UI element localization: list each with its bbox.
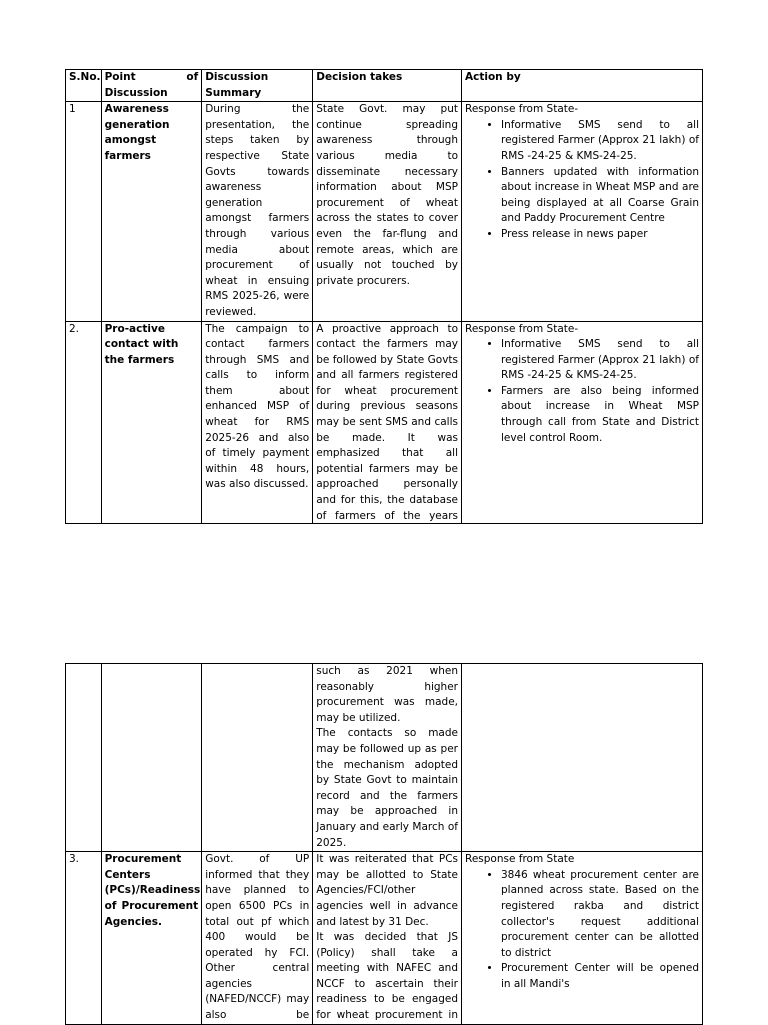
action-intro: Response from State- [465, 103, 579, 116]
action-item: • Farmers are also being informed about increase in Wheat MSP through call from State and District level control Room. [501, 384, 699, 446]
action-item: • Banners updated with information about increase in Wheat MSP and are being displayed at all Coarse Grain and Paddy Procurement Centre [501, 165, 699, 227]
decision-paragraph: The contacts so made may be followed up as per the mechanism adopted by State Govt to maintain record and the farmers may be approached in January and early March of 2025. [316, 727, 458, 849]
action-item: • Procurement Center will be opened in all Mandi's [501, 961, 699, 992]
action-item: • 3846 wheat procurement center are planned across state. Based on the registered rakba and district collector's request additional procurement center can be allotted to district [501, 868, 699, 962]
table-row [66, 321, 703, 523]
header-action: Action by [462, 70, 703, 102]
row-point-empty [101, 664, 202, 852]
decision-paragraph: such as 2021 when reasonably higher procurement was made, may be utilized. [316, 665, 458, 724]
row-sno-empty [66, 664, 102, 852]
header-point: Point of Discussion [101, 70, 202, 102]
action-list [465, 337, 699, 446]
row-action [462, 321, 703, 523]
action-list [465, 118, 699, 243]
decision-paragraph: It was reiterated that PCs may be allotted to State Agencies/FCI/other agencies well in advance and latest by 31 Dec. [316, 853, 458, 928]
table-header-row [66, 70, 703, 102]
row-summary-empty [202, 664, 313, 852]
row-action-empty [462, 664, 703, 852]
row-point: Procurement Centers (PCs)/Readiness of Procurement Agencies. [101, 852, 202, 1025]
row-summary: Govt. of UP informed that they have planned to open 6500 PCs in total out pf which 400 would be operated hy FCI. Other central agencies (NAFED/NCCF) may also be [202, 852, 313, 1025]
row-sno: 2. [66, 321, 102, 523]
row-summary: The campaign to contact farmers through SMS and calls to inform them about enhanced MSP of wheat for RMS 2025-26 and also of timely payment within 48 hours, was also discussed. [202, 321, 313, 523]
action-intro: Response from State [465, 853, 575, 866]
row-sno: 1 [66, 102, 102, 321]
header-summary: Discussion Summary [202, 70, 313, 102]
decision-paragraph: It was decided that JS (Policy) shall take a meeting with NAFEC and NCCF to ascertain their readiness to be engaged for wheat procurement in [316, 931, 458, 1022]
action-item: • Press release in news paper [501, 227, 699, 243]
minutes-table-part-1 [65, 69, 703, 524]
row-action [462, 102, 703, 321]
row-sno: 3. [66, 852, 102, 1025]
header-decision: Decision takes [313, 70, 462, 102]
table-row-continued [66, 664, 703, 852]
row-decision: A proactive approach to contact the farmers may be followed by State Govts and all farmers registered for wheat procurement during previous seasons may be sent SMS and calls be made. It was emphasized that all potential farmers may be approached personally and for this, the database of farmers of the years [316, 322, 458, 522]
row-decision-cell [313, 321, 462, 523]
row-decision-continued [313, 664, 462, 852]
action-intro: Response from State- [465, 322, 579, 335]
row-decision: State Govt. may put continue spreading awareness through various media to disseminate necessary information about MSP procurement of wheat across the states to cover even the far-flung and remote areas, which are usually not touched by private procurers. [313, 102, 462, 321]
row-summary: During the presentation, the steps taken by respective State Govts towards awareness generation amongst farmers through various media about procurement of wheat in ensuing RMS 2025-26, were reviewed. [202, 102, 313, 321]
row-point: Pro-active contact with the farmers [101, 321, 202, 523]
table-row [66, 102, 703, 321]
header-sno: S.No. [66, 70, 102, 102]
row-action [462, 852, 703, 1025]
row-point: Awareness generation amongst farmers [101, 102, 202, 321]
action-item: • Informative SMS send to all registered Farmer (Approx 21 lakh) of RMS -24-25 & KMS-24-25. [501, 337, 699, 384]
row-decision [313, 852, 462, 1025]
action-list [465, 868, 699, 993]
minutes-table-part-2 [65, 663, 703, 1025]
table-row [66, 852, 703, 1025]
action-item: • Informative SMS send to all registered Farmer (Approx 21 lakh) of RMS -24-25 & KMS-24-25. [501, 118, 699, 165]
